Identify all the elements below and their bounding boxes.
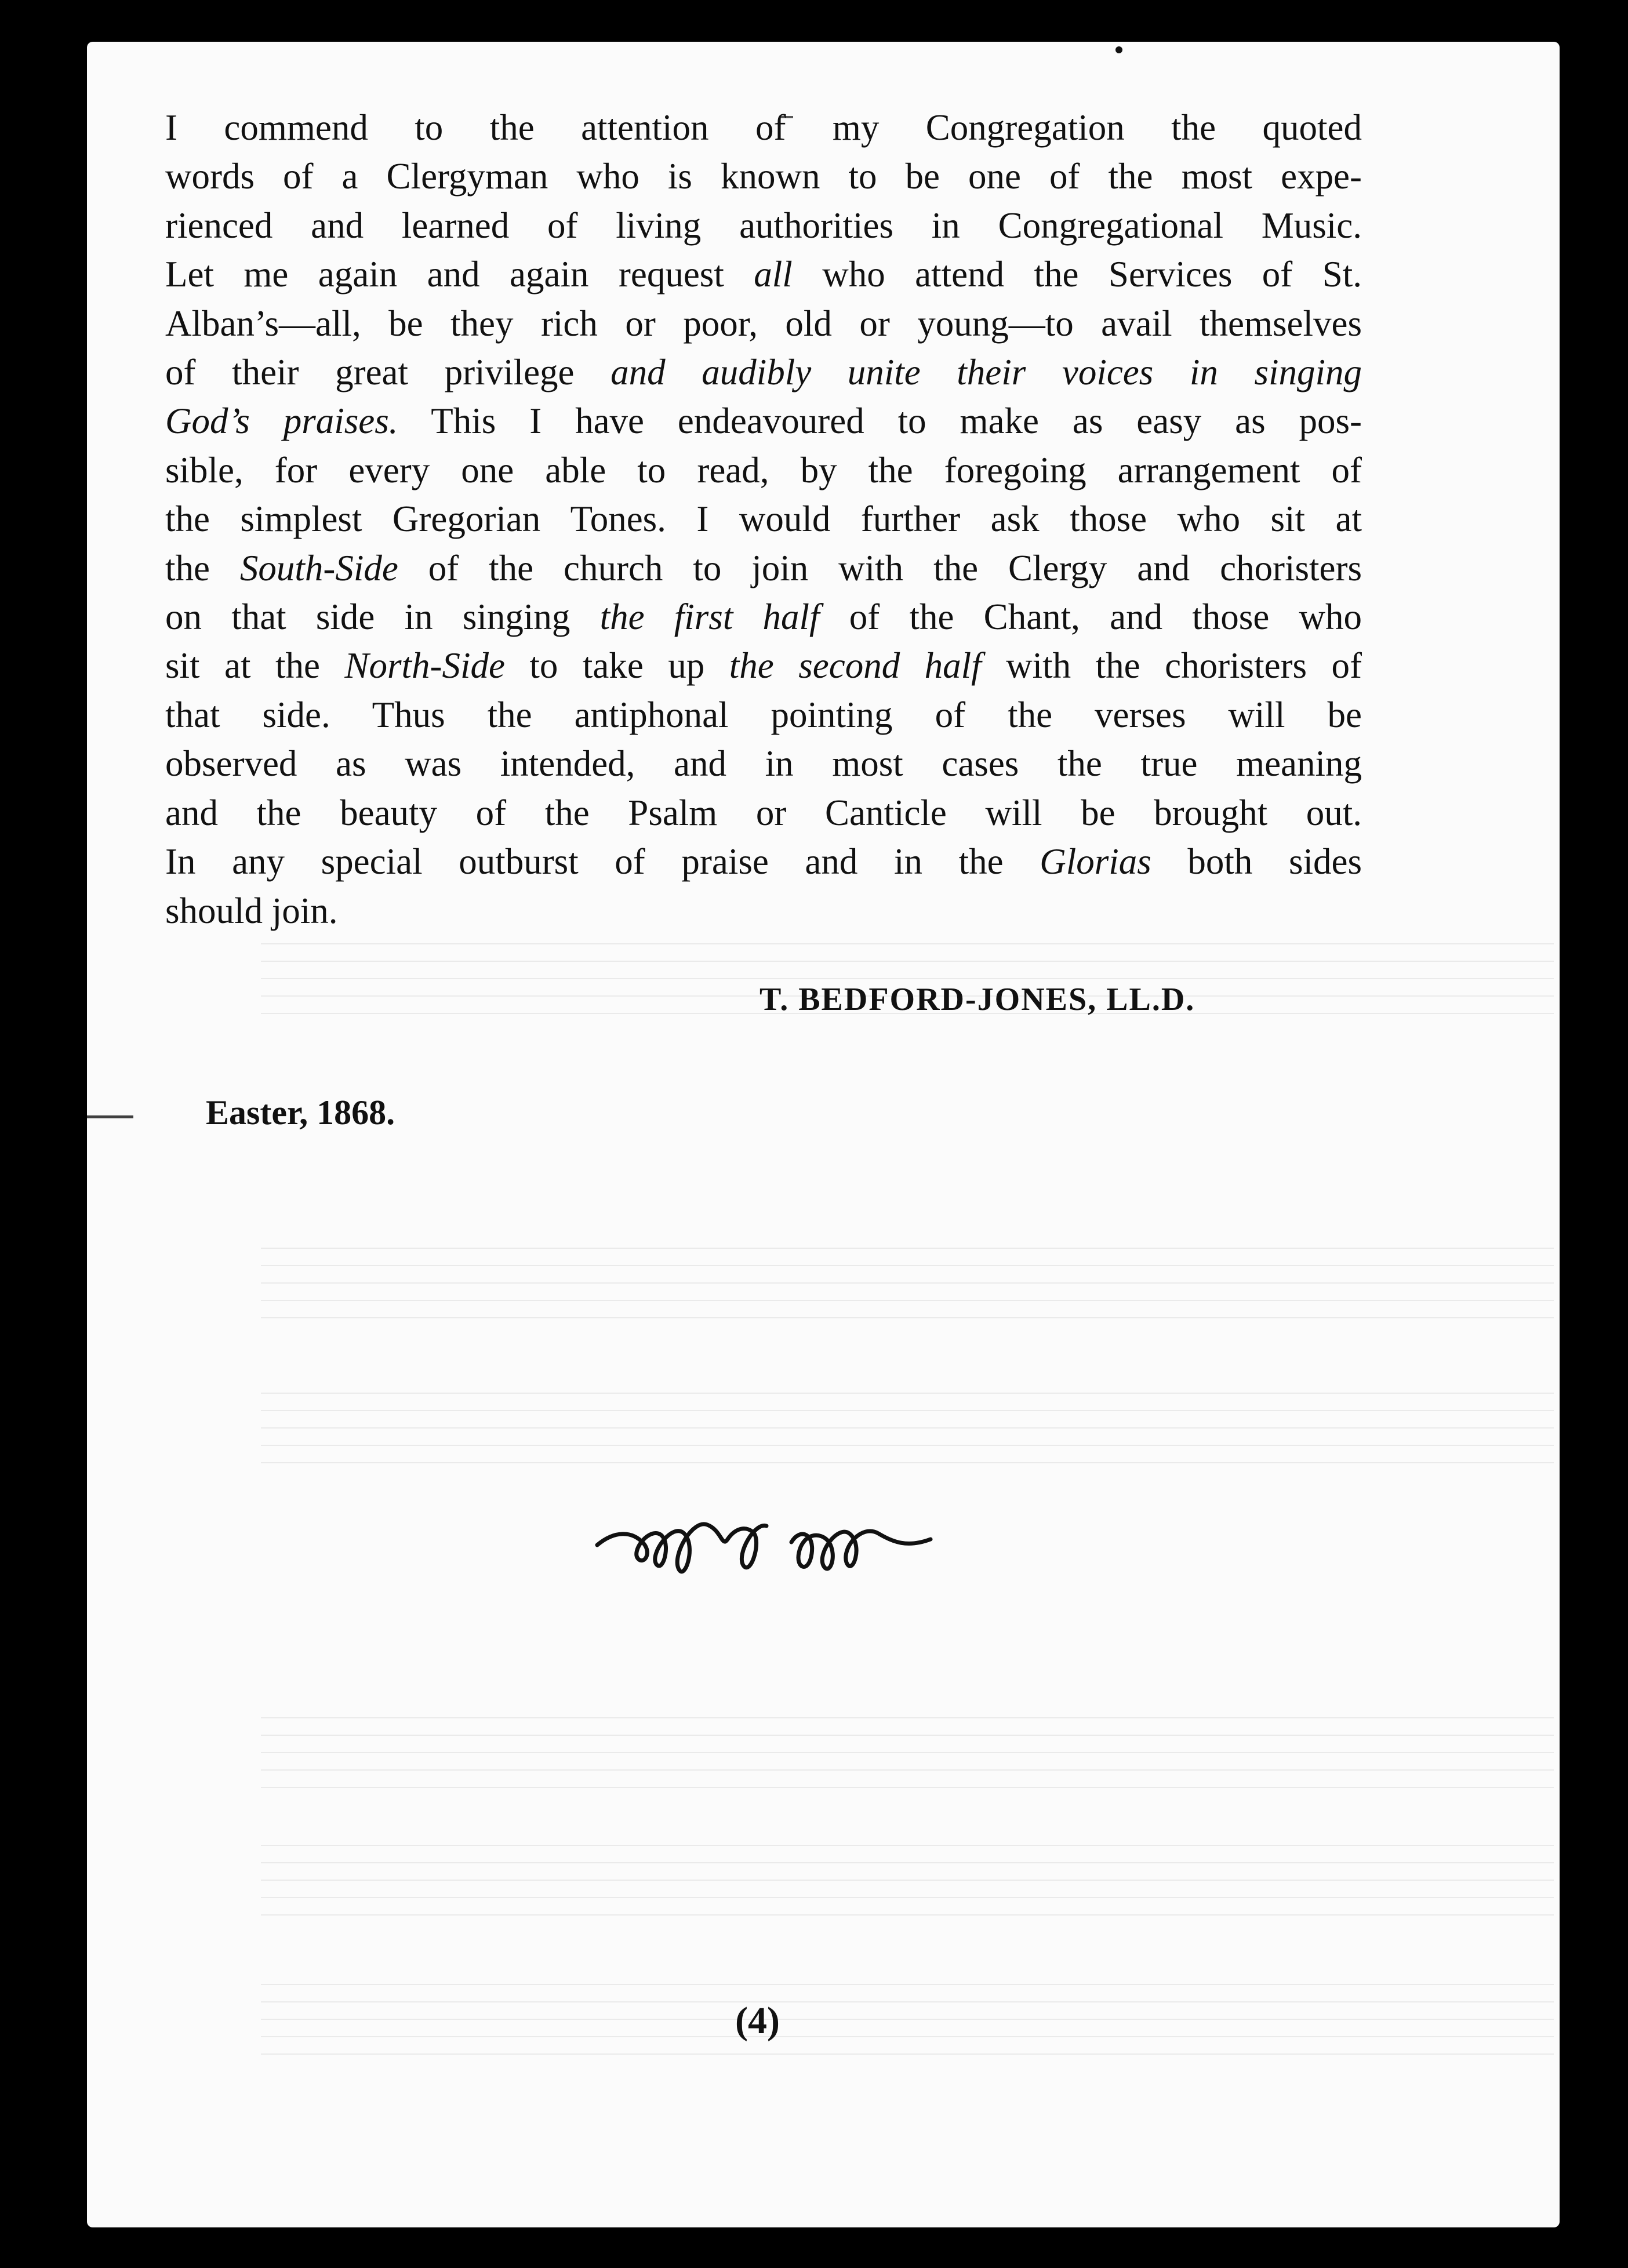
scan-speck xyxy=(87,1115,133,1118)
bleed-through-staff xyxy=(261,1984,1554,2059)
text-run: Alban’s—all, be they rich or poor, old or young—to avail themselves xyxy=(165,303,1362,344)
italic-text: North-Side xyxy=(344,645,505,686)
text-run: In any special outburst of praise and in the xyxy=(165,841,1040,882)
paragraph-line xyxy=(165,739,1362,788)
paragraph-line xyxy=(165,348,1362,397)
text-run: both sides xyxy=(1151,841,1362,882)
bleed-through-staff xyxy=(261,1393,1554,1468)
paragraph-line xyxy=(165,837,1362,886)
text-run: the simplest Gregorian Tones. I would further ask those who sit at xyxy=(165,499,1362,540)
paragraph-line xyxy=(165,152,1362,201)
text-run: observed as was intended, and in most cases the true meaning xyxy=(165,743,1362,784)
italic-text: all xyxy=(754,254,793,295)
text-run: Let me again and again request xyxy=(165,254,754,295)
paragraph-line xyxy=(165,544,1362,593)
paragraph-line xyxy=(165,201,1362,250)
text-run: and the beauty of the Psalm or Canticle will be brought out. xyxy=(165,792,1362,833)
text-run: the xyxy=(165,547,240,588)
bleed-through-staff xyxy=(261,1845,1554,1920)
author-signature: T. BEDFORD-JONES, LL.D. xyxy=(760,982,1195,1017)
scan-speck xyxy=(1115,46,1122,53)
text-run: should join. xyxy=(165,890,338,931)
paragraph-line xyxy=(165,593,1362,641)
italic-text: the first half xyxy=(599,597,820,638)
text-run: words of a Clergyman who is known to be one of the most expe- xyxy=(165,156,1362,197)
paragraph-line xyxy=(165,397,1362,445)
body-paragraph xyxy=(165,103,1362,935)
text-run: I commend to the attention of my Congregation the quoted xyxy=(165,107,1362,148)
paragraph-line xyxy=(165,641,1362,690)
page-number: (4) xyxy=(735,2000,780,2042)
italic-text: Glorias xyxy=(1040,841,1151,882)
paragraph-line xyxy=(165,103,1362,152)
paragraph-line xyxy=(165,446,1362,495)
text-run: rienced and learned of living authorities in Congregational Music. xyxy=(165,205,1362,246)
bleed-through-staff xyxy=(261,1717,1554,1793)
text-run: who attend the Services of St. xyxy=(792,254,1362,295)
text-run: on that side in singing xyxy=(165,597,600,638)
text-run: This I have endeavoured to make as easy as pos- xyxy=(398,401,1362,442)
italic-text: South-Side xyxy=(239,547,398,588)
paragraph-line xyxy=(165,250,1362,299)
paragraph-line xyxy=(165,886,1362,935)
date-line: Easter, 1868. xyxy=(206,1093,395,1132)
flourish-ornament-icon xyxy=(591,1507,939,1583)
paragraph-line xyxy=(165,495,1362,543)
text-run: of the Chant, and those who xyxy=(819,597,1362,638)
text-run: of the church to join with the Clergy and choristers xyxy=(398,547,1362,588)
italic-text: and audibly unite their voices in singing xyxy=(610,352,1362,393)
italic-text: God’s praises. xyxy=(165,401,398,442)
paragraph-line xyxy=(165,788,1362,837)
text-run: sit at the xyxy=(165,645,345,686)
bleed-through-staff xyxy=(261,1248,1554,1323)
text-run: with the choristers of xyxy=(981,645,1362,686)
text-run: that side. Thus the antiphonal pointing of the verses will be xyxy=(165,694,1362,735)
text-run: sible, for every one able to read, by the foregoing arrangement of xyxy=(165,449,1362,490)
text-run: of their great privilege xyxy=(165,352,611,393)
paragraph-line xyxy=(165,299,1362,348)
paragraph-line xyxy=(165,690,1362,739)
text-run: to take up xyxy=(504,645,729,686)
italic-text: the second half xyxy=(729,645,982,686)
